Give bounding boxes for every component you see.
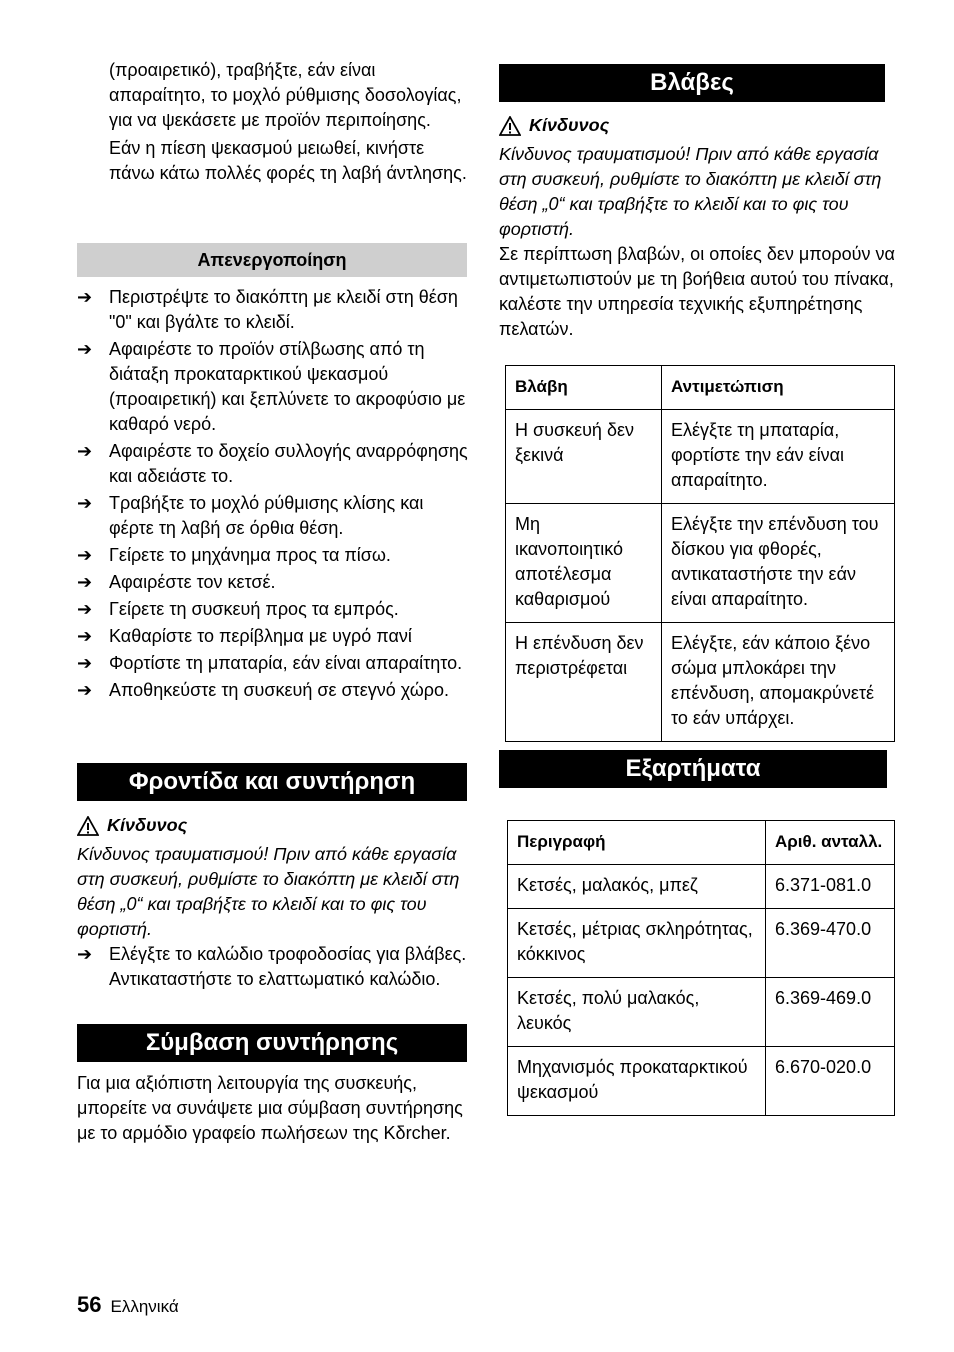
contract-heading: Σύμβαση συντήρησης	[77, 1024, 467, 1062]
table-header-row	[506, 366, 895, 410]
table-cell: Κετσές, πολύ μαλακός, λευκός	[508, 978, 766, 1047]
faults-table	[505, 365, 895, 742]
table-cell: Μηχανισμός προκαταρκτικού ψεκασμού	[508, 1047, 766, 1116]
table-cell: 6.369-469.0	[766, 978, 895, 1047]
table-row	[508, 909, 895, 978]
table-row	[506, 623, 895, 742]
contract-text: Για μια αξιόπιστη λειτουργία της συσκευής, μπορείτε να συνάψετε μια σύμβαση συντήρησης με το αρμόδιο γραφείο πωλήσεων της Kδrcher.	[77, 1073, 463, 1143]
arrow-right-icon: ➔	[77, 680, 93, 700]
arrow-right-icon: ➔	[77, 572, 93, 592]
page-footer	[77, 1292, 179, 1319]
faults-heading: Βλάβες	[499, 64, 885, 102]
faults-intro: Σε περίπτωση βλαβών, οι οποίες δεν μπορούν να αντιμετωπιστούν με τη βοήθεια αυτού του πίνακα, καλέστε την υπηρεσία τεχνικής εξυπηρέτησης πελατών.	[499, 244, 895, 339]
table-header-row	[508, 821, 895, 865]
table-cell: Ελέγξτε, εάν κάποιο ξένο σώμα μπλοκάρει την επένδυση, απομακρύνετέ το εάν υπάρχει.	[662, 623, 895, 742]
arrow-right-icon: ➔	[77, 441, 93, 461]
arrow-right-icon: ➔	[77, 339, 93, 359]
care-warning	[77, 813, 471, 942]
list-item: ➔ Καθαρίστε το περίβλημα με υγρό πανί	[77, 624, 471, 649]
table-cell: 6.371-081.0	[766, 865, 895, 909]
table-row	[508, 1047, 895, 1116]
table-cell: Μη ικανοποιητικό αποτέλεσμα καθαρισμού	[506, 504, 662, 623]
table-cell: Η επένδυση δεν περιστρέφεται	[506, 623, 662, 742]
warning-text: Κίνδυνος τραυματισμού! Πριν από κάθε εργασία στη συσκευή, ρυθμίστε το διακόπτη με κλειδί στη θέση „0“ και τραβήξτε το κλειδί και το φις του φορτιστή.	[499, 144, 882, 239]
table-header-cell: Αντιμετώπιση	[662, 366, 895, 410]
intro-paragraph: Εάν η πίεση ψεκασμού μειωθεί, κινήστε πάνω κάτω πολλές φορές τη λαβή άντλησης.	[109, 138, 467, 183]
arrow-right-icon: ➔	[77, 626, 93, 646]
arrow-right-icon: ➔	[77, 545, 93, 565]
table-cell: 6.670-020.0	[766, 1047, 895, 1116]
arrow-right-icon: ➔	[77, 599, 93, 619]
table-cell: Ελέγξτε την επένδυση του δίσκου για φθορές, αντικαταστήστε την εάν είναι απαραίτητο.	[662, 504, 895, 623]
care-steps	[77, 942, 471, 994]
table-cell: Κετσές, μαλακός, μπεζ	[508, 865, 766, 909]
table-header-cell: Περιγραφή	[508, 821, 766, 865]
table-cell: 6.369-470.0	[766, 909, 895, 978]
warning-triangle-icon	[77, 816, 99, 836]
list-item: ➔ Αφαιρέστε το προϊόν στίλβωσης από τη διάταξη προκαταρκτικού ψεκασμού (προαιρετική) και ξεπλύνετε το ακροφύσιο με καθαρό νερό.	[77, 339, 466, 434]
list-item: ➔ Αφαιρέστε τον κετσέ.	[77, 570, 471, 595]
list-item: ➔ Τραβήξτε το μοχλό ρύθμισης κλίσης και φέρτε τη λαβή σε όρθια θέση.	[77, 493, 424, 538]
arrow-right-icon: ➔	[77, 944, 93, 964]
arrow-right-icon: ➔	[77, 287, 93, 307]
list-item: ➔ Γείρετε το μηχάνημα προς τα πίσω.	[77, 543, 471, 568]
page-number: 56	[77, 1292, 102, 1317]
list-item: ➔ Ελέγξτε το καλώδιο τροφοδοσίας για βλάβες. Αντικαταστήστε το ελαττωματικό καλώδιο.	[77, 944, 467, 989]
intro-paragraph: (προαιρετικό), τραβήξτε, εάν είναι απαραίτητο, το μοχλό ρύθμισης δοσολογίας, για να ψεκάσετε με προϊόν περιποίησης.	[109, 60, 462, 130]
table-header-cell: Αριθ. ανταλλ.	[766, 821, 895, 865]
table-cell: Η συσκευή δεν ξεκινά	[506, 410, 662, 504]
table-cell: Κετσές, μέτριας σκληρότητας, κόκκινος	[508, 909, 766, 978]
deactivation-heading: Απενεργοποίηση	[77, 243, 467, 277]
warning-title: Κίνδυνος	[107, 815, 188, 835]
list-item: ➔ Γείρετε τη συσκευή προς τα εμπρός.	[77, 597, 471, 622]
footer-language: Ελληνικά	[110, 1297, 179, 1316]
list-item: ➔ Αφαιρέστε το δοχείο συλλογής αναρρόφησης και αδειάστε το.	[77, 441, 468, 486]
care-heading: Φροντίδα και συντήρηση	[77, 763, 467, 801]
deactivation-steps	[77, 285, 471, 705]
table-row	[506, 504, 895, 623]
arrow-right-icon: ➔	[77, 493, 93, 513]
intro-text	[109, 58, 471, 186]
table-row	[508, 978, 895, 1047]
warning-title: Κίνδυνος	[529, 115, 610, 135]
table-cell: Ελέγξτε τη μπαταρία, φορτίστε την εάν είναι απαραίτητο.	[662, 410, 895, 504]
table-header-cell: Βλάβη	[506, 366, 662, 410]
faults-warning	[499, 113, 895, 342]
accessories-table	[507, 820, 895, 1116]
table-row	[508, 865, 895, 909]
list-item: ➔ Φορτίστε τη μπαταρία, εάν είναι απαραίτητο.	[77, 651, 471, 676]
warning-text: Κίνδυνος τραυματισμού! Πριν από κάθε εργασία στη συσκευή, ρυθμίστε το διακόπτη με κλειδί στη θέση „0“ και τραβήξτε το κλειδί και το φις του φορτιστή.	[77, 844, 460, 939]
arrow-right-icon: ➔	[77, 653, 93, 673]
list-item: ➔ Αποθηκεύστε τη συσκευή σε στεγνό χώρο.	[77, 678, 471, 703]
warning-triangle-icon	[499, 116, 521, 136]
table-row	[506, 410, 895, 504]
accessories-heading: Εξαρτήματα	[499, 750, 887, 788]
list-item: ➔ Περιστρέψτε το διακόπτη με κλειδί στη θέση "0" και βγάλτε το κλειδί.	[77, 287, 458, 332]
